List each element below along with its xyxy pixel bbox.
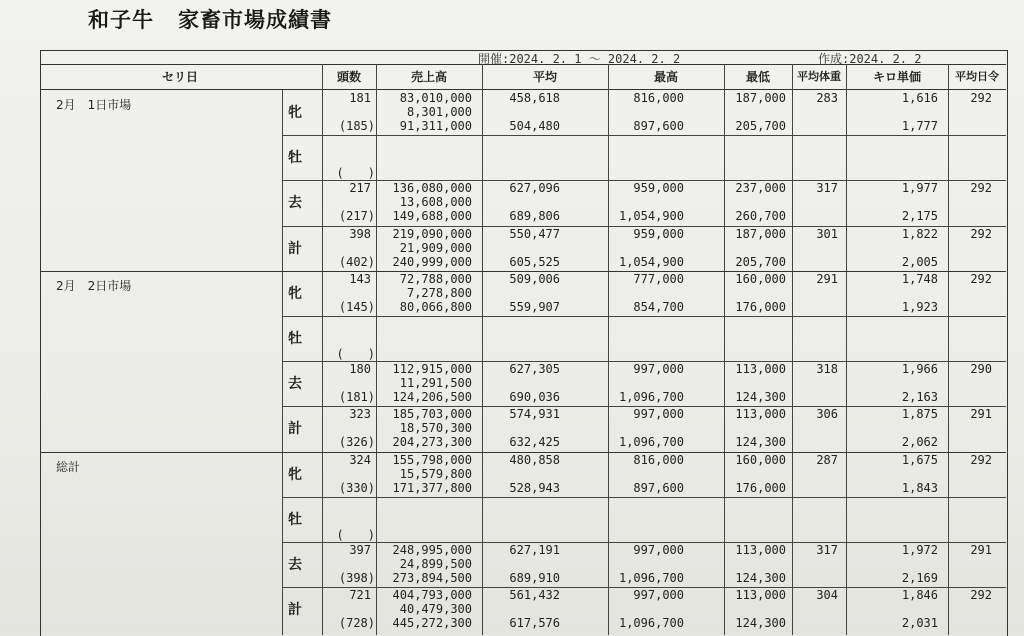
market-label: 総計 (56, 459, 81, 474)
min-tax-cell: 260,700 (735, 209, 786, 224)
sales-tax-cell: 15,579,800 (399, 466, 472, 481)
average-tax-cell: 689,910 (509, 571, 560, 585)
sales-amount-cell: 136,080,000 (392, 181, 472, 196)
max-tax-cell: 897,600 (633, 480, 684, 495)
avg-weight-cell: 287 (816, 452, 838, 467)
max-cell: 959,000 (633, 226, 684, 241)
min-tax-cell: 176,000 (735, 299, 786, 314)
head-count-tax-cell: ( ) (336, 347, 375, 361)
avg-weight-cell: 317 (816, 181, 838, 196)
average-cell: 574,931 (509, 407, 560, 422)
row-divider (282, 135, 1006, 136)
row-divider (282, 497, 1006, 498)
avg-weight-cell: 291 (816, 271, 838, 286)
max-cell: 816,000 (633, 91, 684, 105)
average-tax-cell: 605,525 (509, 254, 560, 269)
average-cell: 627,191 (509, 543, 560, 557)
average-cell: 458,618 (509, 91, 560, 105)
min-cell: 160,000 (735, 271, 786, 286)
avg-age-cell: 292 (970, 452, 992, 467)
col-average: 平均 (532, 70, 557, 84)
column-divider (376, 64, 377, 635)
kilo-price-tax-cell: 1,843 (901, 480, 938, 495)
kilo-price-tax-cell: 2,062 (901, 435, 938, 450)
sales-tax-cell: 11,291,500 (399, 376, 472, 391)
column-divider (846, 64, 847, 635)
created-date: 作成:2024. 2. 2 (818, 52, 922, 66)
kilo-price-cell: 1,675 (901, 452, 938, 467)
avg-age-cell: 291 (970, 407, 992, 422)
head-count-cell: 397 (349, 543, 371, 557)
max-cell: 997,000 (633, 588, 684, 603)
category-label: 牡 (288, 331, 302, 347)
sales-total-cell: 171,377,800 (392, 480, 472, 495)
table-header (40, 64, 1006, 90)
max-tax-cell: 1,096,700 (618, 435, 684, 450)
average-cell: 627,096 (509, 181, 560, 196)
kilo-price-cell: 1,822 (901, 226, 938, 241)
min-tax-cell: 205,700 (735, 119, 786, 133)
market-label: 2月 1日市場 (56, 98, 132, 112)
max-tax-cell: 1,054,900 (618, 209, 684, 224)
category-label: 牝 (288, 285, 302, 302)
col-avg-weight: 平均体重 (797, 70, 841, 83)
head-count-cell: 181 (349, 91, 371, 105)
max-cell: 997,000 (633, 543, 684, 557)
average-tax-cell: 504,480 (509, 119, 560, 133)
average-tax-cell: 689,806 (509, 209, 560, 224)
min-tax-cell: 176,000 (735, 480, 786, 495)
category-label: 去 (288, 376, 302, 393)
sales-amount-cell: 83,010,000 (399, 91, 472, 105)
avg-age-cell: 292 (970, 91, 992, 105)
avg-age-cell: 292 (970, 181, 992, 196)
min-tax-cell: 205,700 (735, 254, 786, 269)
average-cell: 627,305 (509, 362, 560, 377)
column-divider (608, 64, 609, 635)
kilo-price-tax-cell: 1,777 (901, 119, 938, 133)
document-title (88, 4, 332, 34)
average-cell: 550,477 (509, 226, 560, 241)
sales-amount-cell: 112,915,000 (392, 362, 472, 377)
kilo-price-cell: 1,616 (901, 91, 938, 105)
head-count-tax-cell: ( ) (336, 166, 375, 181)
sales-tax-cell: 8,301,000 (406, 105, 472, 119)
head-count-cell: 143 (349, 271, 371, 286)
max-tax-cell: 1,096,700 (618, 616, 684, 631)
min-cell: 187,000 (735, 226, 786, 241)
kilo-price-tax-cell: 2,169 (901, 571, 938, 585)
min-tax-cell: 124,300 (735, 390, 786, 405)
average-tax-cell: 528,943 (509, 480, 560, 495)
average-tax-cell: 559,907 (509, 299, 560, 314)
category-label: 牝 (288, 105, 302, 121)
average-tax-cell: 690,036 (509, 390, 560, 405)
col-sales: 売上高 (410, 70, 447, 84)
category-label: 去 (288, 557, 302, 573)
max-cell: 997,000 (633, 362, 684, 377)
average-cell: 480,858 (509, 452, 560, 467)
avg-weight-cell: 304 (816, 588, 838, 603)
head-count-tax-cell: (728) (338, 616, 375, 631)
category-label: 牝 (288, 466, 302, 483)
category-label: 牡 (288, 511, 302, 528)
kilo-price-cell: 1,748 (901, 271, 938, 286)
head-count-cell: 217 (349, 181, 371, 196)
column-divider (948, 64, 949, 635)
head-count-cell: 721 (349, 588, 371, 603)
category-label: 牡 (288, 150, 302, 167)
average-tax-cell: 632,425 (509, 435, 560, 450)
sales-total-cell: 149,688,000 (392, 209, 472, 224)
kilo-price-cell: 1,966 (901, 362, 938, 377)
min-tax-cell: 124,300 (735, 571, 786, 585)
head-count-tax-cell: (145) (338, 299, 375, 314)
min-cell: 113,000 (735, 588, 786, 603)
col-min: 最低 (745, 70, 770, 84)
col-avg-age: 平均日令 (955, 70, 999, 83)
category-label: 計 (288, 421, 302, 438)
max-cell: 959,000 (633, 181, 684, 196)
sales-total-cell: 445,272,300 (392, 616, 472, 631)
sales-total-cell: 204,273,300 (392, 435, 472, 450)
max-cell: 997,000 (633, 407, 684, 422)
sales-total-cell: 273,894,500 (392, 571, 472, 585)
head-count-tax-cell: (185) (338, 119, 375, 133)
average-cell: 561,432 (509, 588, 560, 603)
min-cell: 187,000 (735, 91, 786, 105)
column-divider (322, 64, 323, 635)
head-count-cell: 324 (349, 452, 371, 467)
sales-tax-cell: 40,479,300 (399, 602, 472, 617)
min-cell: 113,000 (735, 543, 786, 557)
title-breed: 和子牛 (88, 8, 154, 32)
title-main: 家畜市場成績書 (178, 8, 332, 32)
avg-weight-cell: 317 (816, 543, 838, 557)
sales-tax-cell: 18,570,300 (399, 421, 472, 436)
held-period: 開催:2024. 2. 1 〜 2024. 2. 2 (478, 52, 681, 66)
sales-amount-cell: 155,798,000 (392, 452, 472, 467)
sales-amount-cell: 185,703,000 (392, 407, 472, 422)
max-tax-cell: 1,096,700 (618, 571, 684, 585)
max-cell: 777,000 (633, 271, 684, 286)
avg-age-cell: 292 (970, 226, 992, 241)
avg-age-cell: 292 (970, 271, 992, 286)
min-tax-cell: 124,300 (735, 616, 786, 631)
sales-total-cell: 91,311,000 (399, 119, 472, 133)
min-cell: 113,000 (735, 362, 786, 377)
col-max: 最高 (653, 70, 678, 84)
head-count-cell: 398 (349, 226, 371, 241)
category-label: 計 (288, 602, 302, 619)
sales-tax-cell: 21,909,000 (399, 240, 472, 255)
max-tax-cell: 1,054,900 (618, 254, 684, 269)
average-tax-cell: 617,576 (509, 616, 560, 631)
avg-weight-cell: 301 (816, 226, 838, 241)
head-count-tax-cell: (398) (338, 571, 375, 585)
sales-tax-cell: 13,608,000 (399, 195, 472, 210)
sales-amount-cell: 404,793,000 (392, 588, 472, 603)
avg-weight-cell: 306 (816, 407, 838, 422)
avg-weight-cell: 283 (816, 91, 838, 105)
avg-age-cell: 292 (970, 588, 992, 603)
market-label: 2月 2日市場 (56, 278, 132, 293)
head-count-tax-cell: (402) (338, 254, 375, 269)
avg-weight-cell: 318 (816, 362, 838, 377)
category-label: 計 (288, 240, 302, 257)
column-divider (724, 64, 725, 635)
kilo-price-tax-cell: 1,923 (901, 299, 938, 314)
sales-amount-cell: 72,788,000 (399, 271, 472, 286)
min-cell: 160,000 (735, 452, 786, 467)
category-label: 去 (288, 195, 302, 212)
head-count-tax-cell: (217) (338, 209, 375, 224)
head-count-tax-cell: ( ) (336, 527, 375, 542)
col-head-count: 頭数 (336, 70, 361, 84)
head-count-cell: 180 (349, 362, 371, 377)
sales-amount-cell: 248,995,000 (392, 543, 472, 557)
head-count-cell: 323 (349, 407, 371, 422)
max-cell: 816,000 (633, 452, 684, 467)
sales-total-cell: 80,066,800 (399, 299, 472, 314)
sales-total-cell: 124,206,500 (392, 390, 472, 405)
min-tax-cell: 124,300 (735, 435, 786, 450)
head-count-tax-cell: (330) (338, 480, 375, 495)
kilo-price-cell: 1,875 (901, 407, 938, 422)
column-divider (482, 64, 483, 635)
col-seri-day: セリ日 (161, 70, 198, 84)
column-divider (792, 64, 793, 635)
head-count-tax-cell: (181) (338, 390, 375, 405)
max-tax-cell: 854,700 (633, 299, 684, 314)
row-divider (282, 316, 1006, 317)
average-cell: 509,006 (509, 271, 560, 286)
min-cell: 237,000 (735, 181, 786, 196)
max-tax-cell: 1,096,700 (618, 390, 684, 405)
max-tax-cell: 897,600 (633, 119, 684, 133)
sales-tax-cell: 24,899,500 (399, 557, 472, 571)
kilo-price-cell: 1,846 (901, 588, 938, 603)
kilo-price-cell: 1,977 (901, 181, 938, 196)
head-count-tax-cell: (326) (338, 435, 375, 450)
sales-amount-cell: 219,090,000 (392, 226, 472, 241)
kilo-price-tax-cell: 2,031 (901, 616, 938, 631)
kilo-price-tax-cell: 2,175 (901, 209, 938, 224)
kilo-price-tax-cell: 2,163 (901, 390, 938, 405)
sales-tax-cell: 7,278,800 (406, 285, 472, 300)
avg-age-cell: 291 (970, 543, 992, 557)
kilo-price-cell: 1,972 (901, 543, 938, 557)
col-kilo-price: キロ単価 (872, 70, 921, 84)
min-cell: 113,000 (735, 407, 786, 422)
sales-total-cell: 240,999,000 (392, 254, 472, 269)
kilo-price-tax-cell: 2,005 (901, 254, 938, 269)
avg-age-cell: 290 (970, 362, 992, 377)
